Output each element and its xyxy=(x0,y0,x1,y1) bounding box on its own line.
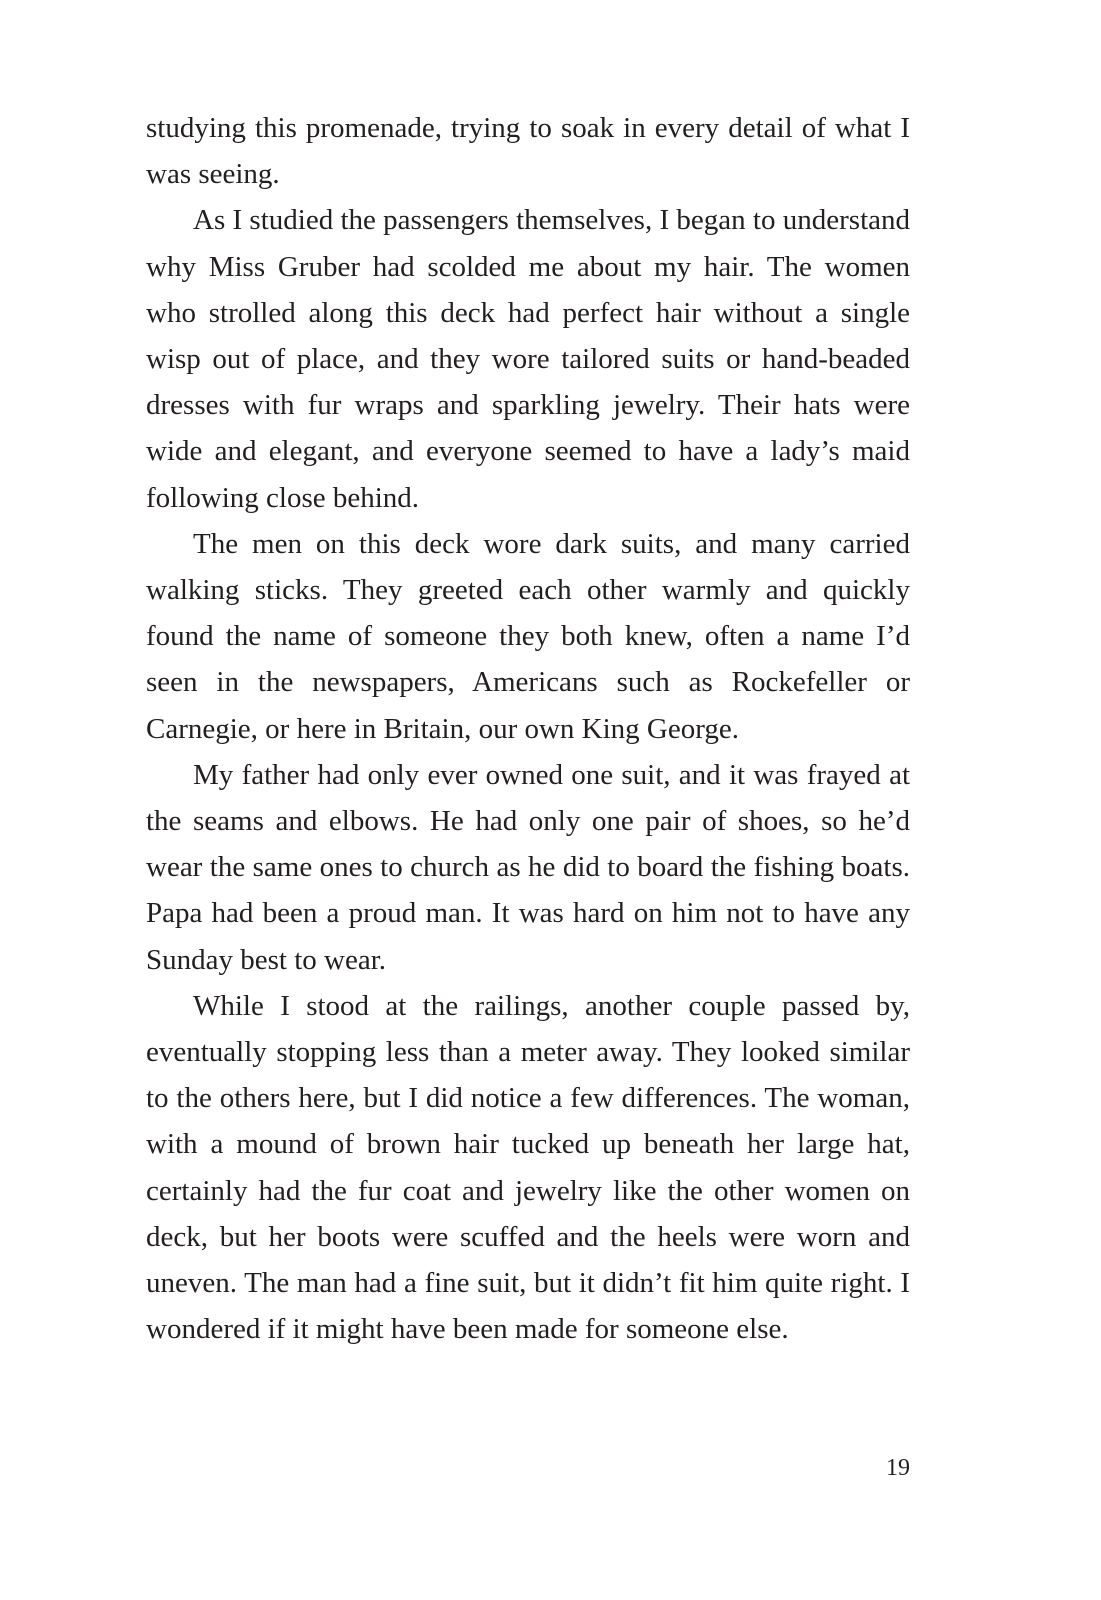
paragraph-3: The men on this deck wore dark suits, and many carried walking sticks. They greeted each other warmly and quickly found the name of someone they both knew, often a name I’d seen in the newspapers, Americans such as Rockefeller or Carnegie, or here in Britain, our own King George. xyxy=(146,527,910,745)
paragraph-2: As I studied the passengers themselves, I began to understand why Miss Gruber had scolded me about my hair. The women who strolled along this deck had perfect hair without a single wisp out of place, and they wore tailored suits or hand-beaded dresses with fur wraps and sparkling jewelry. Their hats were wide and elegant, and everyone seemed to have a lady’s maid following close behind. xyxy=(146,204,910,514)
paragraph-5: While I stood at the railings, another couple passed by, eventually stopping less than a meter away. They looked similar to the others here, but I did notice a few differences. The woman, with a mound of brown hair tucked up beneath her large hat, certainly had the fur coat and jewelry like the other women on deck, but her boots were scuffed and the heels were worn and uneven. The man had a fine suit, but it didn’t fit him quite right. I wondered if it might have been made for someone else. xyxy=(146,989,910,1346)
body-text xyxy=(146,105,910,1352)
page-number: 19 xyxy=(886,1455,910,1481)
paragraph-1: studying this promenade, trying to soak in every detail of what I was seeing. xyxy=(146,112,910,191)
paragraph-4: My father had only ever owned one suit, and it was frayed at the seams and elbows. He had only one pair of shoes, so he’d wear the same ones to church as he did to board the fishing boats. Papa had been a proud man. It was hard on him not to have any Sunday best to wear. xyxy=(146,758,910,976)
